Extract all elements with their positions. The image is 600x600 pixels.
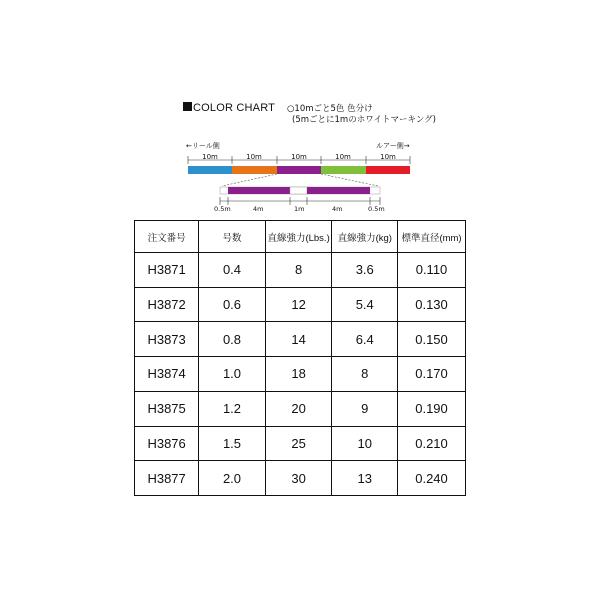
zoom-line-right bbox=[321, 174, 378, 186]
cell-strength-lbs: 8 bbox=[265, 253, 332, 288]
table-row bbox=[135, 287, 466, 322]
header-diameter: 標準直径(mm) bbox=[398, 221, 466, 253]
cell-strength-kg: 8 bbox=[332, 357, 398, 392]
table-row bbox=[135, 461, 466, 496]
segment-label-5: 10m bbox=[380, 153, 396, 161]
cell-strength-kg: 13 bbox=[332, 461, 398, 496]
cell-diameter: 0.110 bbox=[398, 253, 466, 288]
cell-strength-lbs: 18 bbox=[265, 357, 332, 392]
segment-label-4: 10m bbox=[335, 153, 351, 161]
white-marking bbox=[290, 187, 307, 194]
cell-strength-kg: 10 bbox=[332, 426, 398, 461]
segment-label-1: 10m bbox=[202, 153, 218, 161]
detail-segment-purple-left bbox=[228, 187, 290, 194]
header-strength-lbs: 直線強力(Lbs.) bbox=[265, 221, 332, 253]
table-header-row bbox=[135, 221, 466, 253]
cell-strength-kg: 6.4 bbox=[332, 322, 398, 357]
cell-diameter: 0.150 bbox=[398, 322, 466, 357]
cell-diameter: 0.170 bbox=[398, 357, 466, 392]
header-order-number: 注文番号 bbox=[135, 221, 199, 253]
cell-size: 0.4 bbox=[199, 253, 266, 288]
cell-order-number: H3871 bbox=[135, 253, 199, 288]
cell-size: 0.6 bbox=[199, 287, 266, 322]
cell-strength-lbs: 20 bbox=[265, 391, 332, 426]
cell-strength-kg: 3.6 bbox=[332, 253, 398, 288]
cell-size: 1.2 bbox=[199, 391, 266, 426]
detail-label-2: 4m bbox=[253, 205, 264, 213]
cell-diameter: 0.190 bbox=[398, 391, 466, 426]
color-chart-diagram bbox=[0, 0, 600, 220]
color-segment-blue bbox=[188, 166, 232, 174]
table-row bbox=[135, 391, 466, 426]
zoom-line-left bbox=[222, 174, 277, 186]
cell-size: 2.0 bbox=[199, 461, 266, 496]
cell-order-number: H3872 bbox=[135, 287, 199, 322]
cell-strength-lbs: 30 bbox=[265, 461, 332, 496]
cell-strength-kg: 5.4 bbox=[332, 287, 398, 322]
spec-table bbox=[134, 220, 466, 496]
reel-side-label: ←リール側 bbox=[186, 142, 220, 150]
color-segment-purple bbox=[277, 166, 321, 174]
color-segment-green bbox=[321, 166, 366, 174]
detail-label-3: 1m bbox=[294, 205, 305, 213]
cell-strength-lbs: 12 bbox=[265, 287, 332, 322]
header-size: 号数 bbox=[199, 221, 266, 253]
cell-order-number: H3873 bbox=[135, 322, 199, 357]
color-segment-orange bbox=[232, 166, 277, 174]
cell-order-number: H3876 bbox=[135, 426, 199, 461]
cell-diameter: 0.210 bbox=[398, 426, 466, 461]
title-text: COLOR CHART bbox=[193, 102, 276, 114]
segment-label-2: 10m bbox=[246, 153, 262, 161]
detail-label-5: 0.5m bbox=[368, 205, 385, 213]
color-segment-red bbox=[366, 166, 410, 174]
table-row bbox=[135, 253, 466, 288]
cell-diameter: 0.240 bbox=[398, 461, 466, 496]
table-row bbox=[135, 357, 466, 392]
header-strength-kg: 直線強力(kg) bbox=[332, 221, 398, 253]
cell-order-number: H3874 bbox=[135, 357, 199, 392]
color-note-line2: (5mごとに1mのホワイトマーキング) bbox=[292, 115, 436, 125]
table-row bbox=[135, 426, 466, 461]
cell-size: 1.5 bbox=[199, 426, 266, 461]
cell-size: 1.0 bbox=[199, 357, 266, 392]
lure-side-label: ルアー側→ bbox=[376, 142, 410, 150]
cell-strength-lbs: 14 bbox=[265, 322, 332, 357]
detail-label-4: 4m bbox=[332, 205, 343, 213]
cell-strength-kg: 9 bbox=[332, 391, 398, 426]
cell-diameter: 0.130 bbox=[398, 287, 466, 322]
cell-order-number: H3877 bbox=[135, 461, 199, 496]
color-note-line1: ○10mごと5色 色分け bbox=[287, 104, 373, 114]
cell-order-number: H3875 bbox=[135, 391, 199, 426]
table-row bbox=[135, 322, 466, 357]
cell-size: 0.8 bbox=[199, 322, 266, 357]
detail-segment-purple-right bbox=[307, 187, 370, 194]
detail-label-1: 0.5m bbox=[214, 205, 231, 213]
cell-strength-lbs: 25 bbox=[265, 426, 332, 461]
segment-label-3: 10m bbox=[291, 153, 307, 161]
